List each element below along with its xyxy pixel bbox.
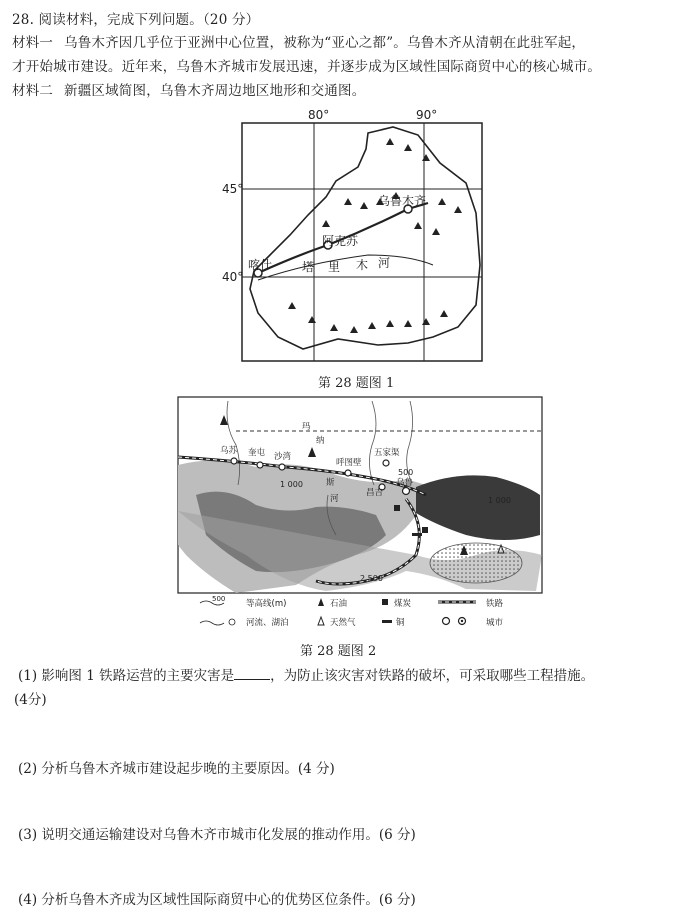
lat-40-label: 40°: [222, 270, 244, 284]
label-tarim-4: 河: [378, 256, 391, 270]
label-na: 纳: [316, 436, 325, 446]
material1-label: 材料一: [12, 35, 54, 51]
label-aksu: 阿克苏: [322, 234, 359, 248]
question-1-score: (4分): [14, 692, 47, 708]
label-he: 河: [330, 494, 339, 504]
label-wujiaqu: 五家渠: [374, 448, 400, 458]
figure2-map: [176, 395, 544, 633]
copper-symbol: [412, 533, 422, 536]
legend-gas: 天然气: [330, 618, 356, 628]
material1-text1: 乌鲁木齐因几乎位于亚洲中心位置，被称为“亚心之都”。乌鲁木齐从清朝在此驻军起，: [64, 35, 586, 51]
label-hutubi: 呼图壁: [336, 458, 362, 468]
lon-90-label: 90°: [416, 108, 438, 122]
legend-copper-symbol: [382, 620, 392, 623]
legend-city-symbol-1: [443, 618, 450, 625]
legend-river: 河流、湖泊: [246, 618, 289, 628]
label-wusu: 乌苏: [220, 446, 238, 456]
figure1-caption: 第 28 题图 1: [318, 376, 395, 391]
label-tarim-3: 木: [356, 258, 369, 272]
material2-label: 材料二: [12, 83, 54, 99]
label-kashgar: 喀什: [248, 258, 273, 272]
question-header: 28. 阅读材料，完成下列问题。（20 分）: [12, 12, 260, 28]
legend-contour-value: 500: [212, 595, 226, 603]
answer-blank[interactable]: [234, 667, 270, 680]
label-changji: 昌吉: [366, 488, 384, 498]
label-kuitun: 奎屯: [248, 448, 266, 458]
lon-80-label: 80°: [308, 108, 330, 122]
basin-dotted: [430, 543, 522, 583]
question-1-part2: ，为防止该灾害对铁路的破坏，可采取哪些工程措施。: [270, 668, 595, 684]
figure2-legend: [200, 595, 504, 628]
label-urumqi: 乌鲁木齐: [378, 194, 427, 208]
lat-45-label: 45°: [222, 182, 244, 196]
contour-label-1: 1 000: [280, 480, 303, 489]
legend-city: 城市: [486, 618, 504, 628]
legend-gas-symbol: [318, 617, 324, 625]
legend-railway: 铁路: [486, 599, 504, 609]
legend-oil: 石油: [330, 599, 348, 609]
legend-copper: 铜: [396, 618, 405, 628]
contour-label-4: 2 500: [360, 574, 383, 583]
legend-coal: 煤炭: [394, 599, 412, 609]
contour-label-2: 1 000: [488, 496, 511, 505]
question-1-part1: (1) 影响图 1 铁路运营的主要灾害是: [18, 668, 235, 684]
material2-text: 新疆区域简图，乌鲁木齐周边地区地形和交通图。: [64, 83, 366, 99]
label-si: 斯: [326, 478, 335, 488]
figure2-caption: 第 28 题图 2: [300, 644, 377, 659]
label-tarim-1: 塔: [302, 260, 315, 274]
question-1: [18, 664, 594, 684]
label-tarim-2: 里: [328, 260, 341, 274]
material2-line: [12, 79, 365, 99]
material1-text2: 才开始城市建设。近年来，乌鲁木齐城市发展迅速，并逐步成为区域性国际商贸中心的核心城市。: [12, 59, 602, 75]
label-shawan: 沙湾: [274, 452, 292, 462]
coal-symbol-2: [422, 527, 428, 533]
legend-river-symbol: [200, 621, 224, 625]
question-2: (2) 分析乌鲁木齐城市建设起步晚的主要原因。(4 分): [18, 761, 335, 777]
contour-label-3: 500: [398, 468, 414, 477]
question-4: (4) 分析乌鲁木齐成为区域性国际商贸中心的优势区位条件。(6 分): [18, 892, 416, 908]
coal-symbol-1: [394, 505, 400, 511]
legend-coal-symbol: [382, 599, 388, 605]
legend-contour: 等高线(m): [246, 599, 287, 609]
question-3: (3) 说明交通运输建设对乌鲁木齐市城市化发展的推动作用。(6 分): [18, 827, 416, 843]
figure1-map: [218, 105, 498, 365]
label-wulu: 乌鲁: [396, 478, 414, 488]
label-ma: 玛: [302, 422, 311, 432]
material1-line1: [12, 31, 585, 51]
legend-oil-symbol: [318, 598, 324, 606]
